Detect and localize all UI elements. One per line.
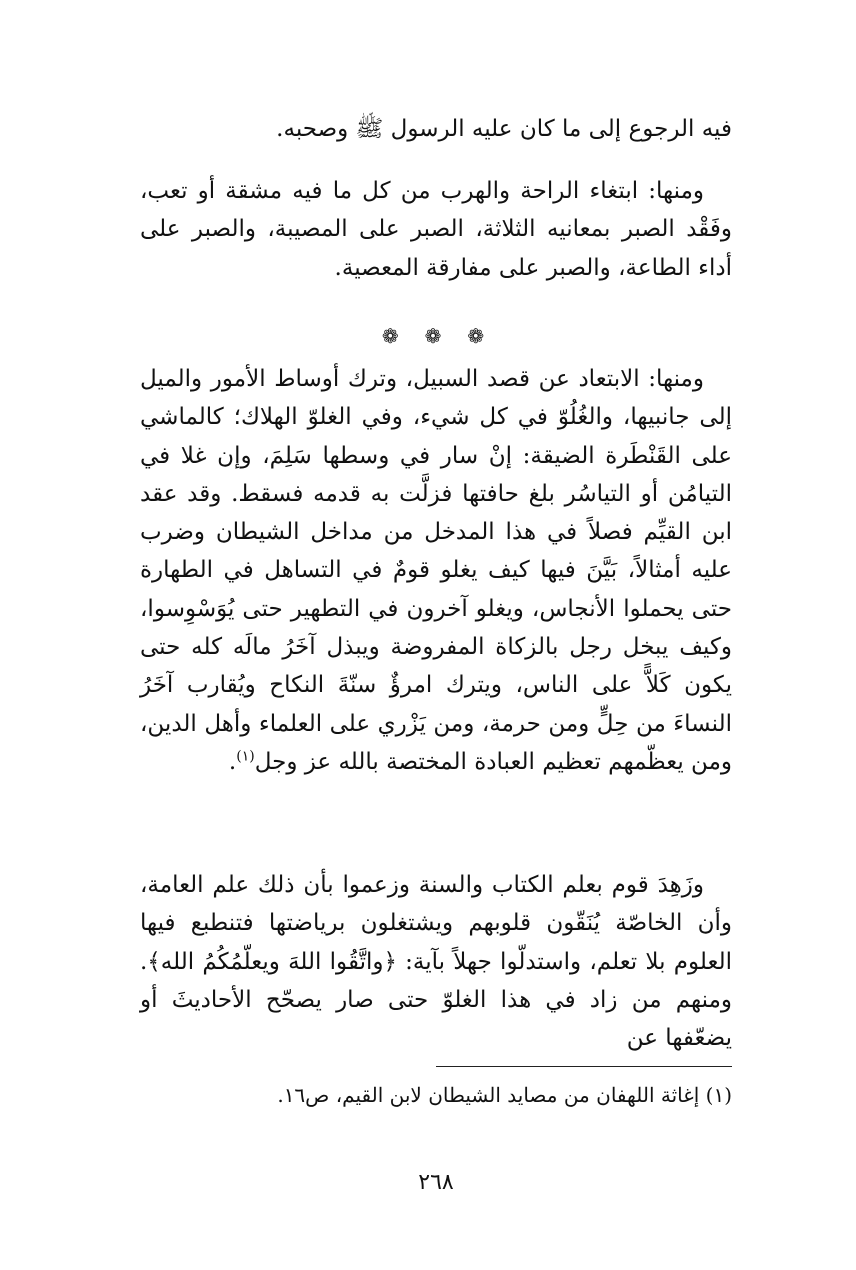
paragraph-extremism-text: ومنها: الابتعاد عن قصد السبيل، وترك أوساط الأمور والميل إلى جانبيها، والغُلُوّ في كل شيء، وفي الغلوّ الهلاك؛ كالماشي على القَنْطَرة الضيقة: إنْ سار في وسطها سَلِمَ، وإن غلا في التيامُن أو التياسُر بلغ حافتها فزلَّت به قدمه فسقط. وقد عقد ابن القيِّم فصلاً في هذا المدخل من مداخل الشيطان وضرب عليه أمثالاً، بَيَّنَ فيها كيف يغلو قومٌ في التساهل في الطهارة حتى يحملوا الأنجاس، ويغلو آخرون في التطهير حتى يُوَسْوِسوا، وكيف يبخل رجل بالزكاة المفروضة ويبذل آخَرُ مالَه كله حتى يكون كَلاًّ على الناس، ويترك امرؤٌ سنّةَ النكاح ويُقارب آخَرُ النساءَ من حِلٍّ ومن حرمة، ومن يَزْري على العلماء وأهل الدين، ومن يعظّمهم تعظيم العبادة المختصة بالله عز وجل [140, 366, 732, 775]
paragraph-ease-seeking: ومنها: ابتغاء الراحة والهرب من كل ما فيه مشقة أو تعب، وفَقْد الصبر بمعانيه الثلاثة، الصبر على المصيبة، والصبر على أداء الطاعة، والصبر على مفارقة المعصية. [140, 178, 732, 281]
separator-star-icon: ❁ [424, 324, 448, 348]
page-number: ٢٦٨ [418, 1170, 454, 1195]
paragraph-extremism-end: . [228, 748, 237, 775]
paragraph-continuation: فيه الرجوع إلى ما كان عليه الرسول ﷺ وصحبه. [276, 116, 732, 142]
separator-star-icon: ❁ [381, 324, 405, 348]
footnote: (١) إغاثة اللهفان من مصايد الشيطان لابن القيم، ص١٦. [277, 1083, 732, 1107]
paragraph-extremism [140, 360, 732, 781]
book-page [140, 0, 732, 1270]
paragraph-knowledge-abandonment: وزَهِدَ قوم بعلم الكتاب والسنة وزعموا بأن ذلك علم العامة، وأن الخاصّة يُنَقّون قلوبهم ويشتغلون برياضتها فتنطبع فيها العلوم بلا تعلم، واستدلّوا جهلاً بآية: ﴿واتَّقُوا اللهَ ويعلّمُكُمُ الله﴾. ومنهم من زاد في هذا الغلوّ حتى صار يصحّح الأحاديثَ أو يضعّفها عن [140, 872, 732, 1052]
footnote-divider [436, 1066, 732, 1067]
footnote-reference: (١) [236, 748, 255, 765]
section-separator [140, 322, 732, 350]
separator-star-icon: ❁ [467, 324, 491, 348]
